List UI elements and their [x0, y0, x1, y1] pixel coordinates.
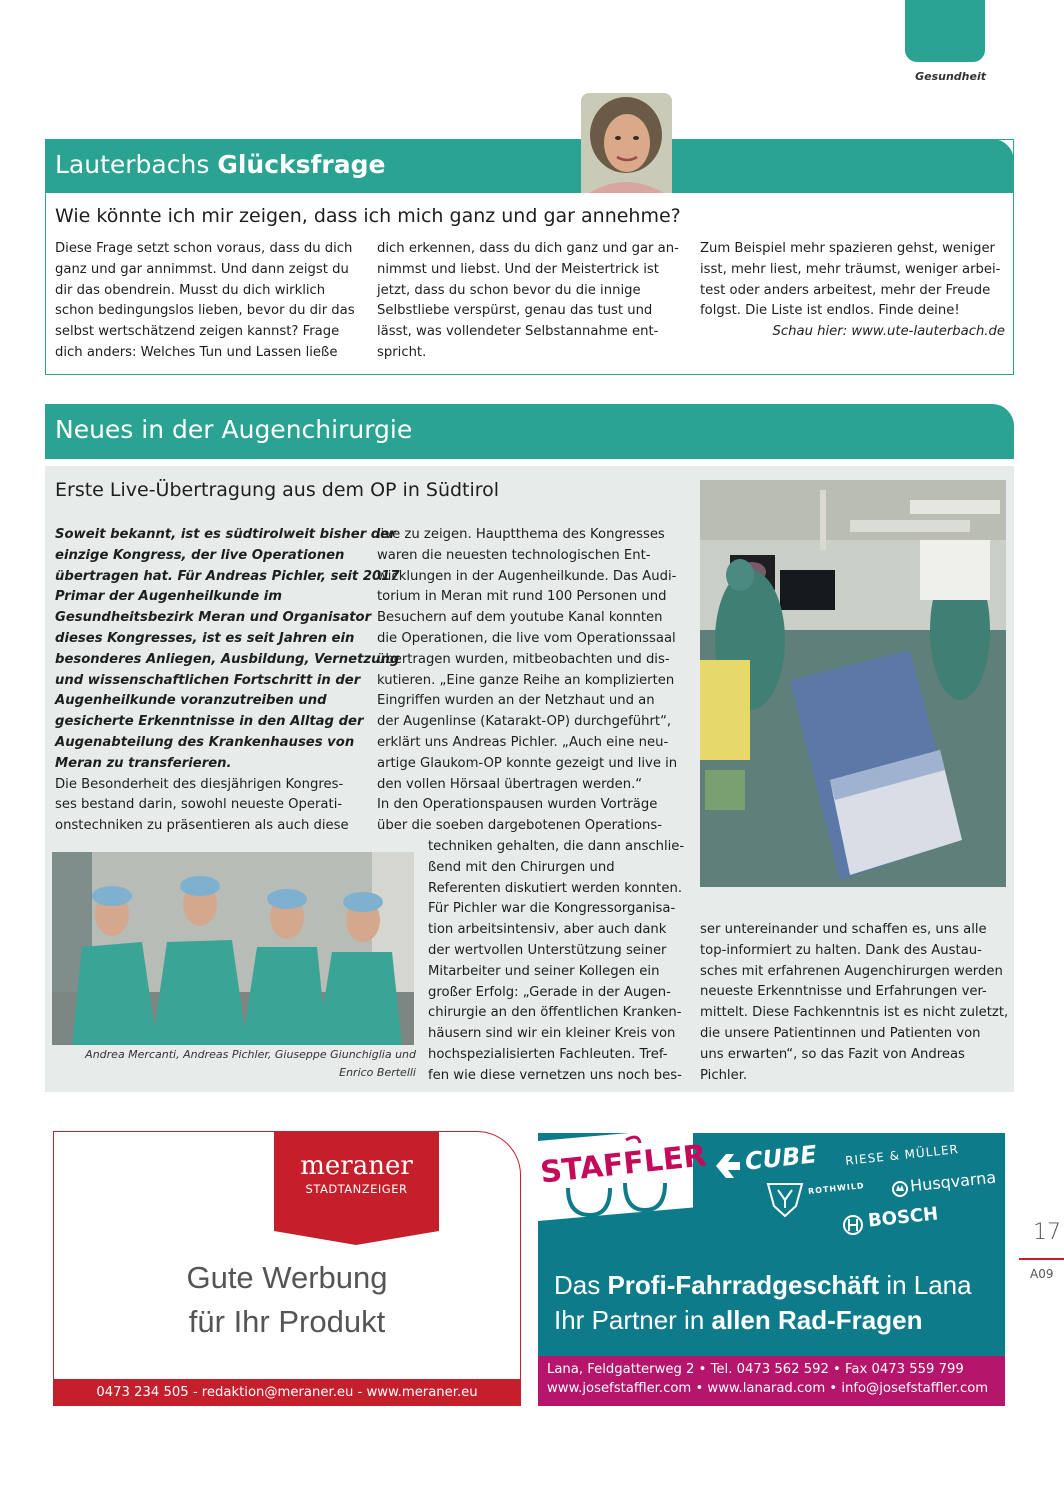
- text-line: lässt, was vollendeter Selbstannahme ent-: [377, 324, 659, 340]
- rothwild-brand: ROTHWILD: [807, 1181, 865, 1196]
- page-number: 17: [1033, 1220, 1061, 1245]
- text-line: die unsere Patientinnen und Patienten von: [700, 1025, 981, 1041]
- intro-line: besonderes Anliegen, Ausbildung, Vernetzung: [55, 651, 400, 667]
- caption-line: Enrico Bertelli: [339, 1065, 416, 1079]
- intro-line: dieses Kongresses, ist es seit Jahren ein: [55, 630, 355, 646]
- text-line: Selbstliebe verspürst, genau das tust und: [377, 303, 653, 319]
- text-line: Die Besonderheit des diesjährigen Kongres-: [55, 776, 344, 792]
- page-code: A09: [1030, 1267, 1054, 1281]
- meraner-brand: meraner: [300, 1151, 413, 1181]
- article-column-2: [377, 525, 687, 837]
- text-line: Für Pichler war die Kongressorganisa-: [428, 901, 676, 917]
- text-line: Pichler.: [700, 1067, 748, 1083]
- meraner-contact-bar[interactable]: 0473 234 505 - redaktion@meraner.eu - www.meraner.eu: [53, 1379, 521, 1406]
- text-line: den vollen Hörsaal übertragen werden.“: [377, 776, 643, 792]
- text-line: übertragen wurden, mitbeobachten und dis-: [377, 651, 670, 667]
- staffler-logo: STAFFLER: [538, 1138, 709, 1191]
- text-line: der Augenlinse (Katarakt-OP) durchgeführt“,: [377, 714, 672, 730]
- text-line: tion arbeitsintensiv, aber auch dank: [428, 922, 667, 938]
- text-line: waren die neuesten technologischen Ent-: [377, 547, 651, 563]
- bosch-armature-icon: [842, 1214, 864, 1236]
- text-line: isst, mehr liest, mehr träumst, weniger arbei-: [700, 261, 1001, 277]
- husqvarna-crown-icon: [891, 1180, 909, 1198]
- column-text-2: [377, 239, 682, 364]
- intro-line: übertragen hat. Für Andreas Pichler, seit 2017: [55, 568, 400, 584]
- intro-line: Gesundheitsbezirk Meran und Organisator: [55, 610, 372, 626]
- section-tag: Gesundheit: [915, 70, 986, 83]
- text-line: In den Operationspausen wurden Vorträge: [377, 797, 658, 813]
- bosch-brand: BOSCH: [867, 1203, 940, 1232]
- text-line: live zu zeigen. Hauptthema des Kongresses: [377, 527, 665, 542]
- text-line: top-informiert zu halten. Dank des Austau-: [700, 942, 982, 958]
- text-line: dich erkennen, dass du dich ganz und gar an-: [377, 241, 679, 256]
- intro-line: Meran zu transferieren.: [55, 755, 232, 771]
- text-line: hochspezialisierten Fachleuten. Tref-: [428, 1046, 668, 1062]
- text-line: jetzt, dass du schon bevor du die innige: [377, 282, 641, 298]
- text-line: erklärt uns Andreas Pichler. „Auch eine neu-: [377, 734, 669, 750]
- text-line: Referenten diskutiert werden konnten.: [428, 880, 683, 896]
- text-line: ser untereinander und schaffen es, uns alle: [700, 922, 987, 937]
- text-line: onstechniken zu präsentieren als auch diese: [55, 818, 349, 834]
- text-line: Zum Beispiel mehr spazieren gehst, weniger: [700, 241, 995, 256]
- text-line: Besuchern auf dem youtube Kanal konnten: [377, 610, 663, 626]
- text-line: Eingriffen wurden an der Netzhaut und an: [377, 693, 655, 709]
- text-line: wicklungen in der Augenheilkunde. Das Audi-: [377, 568, 677, 584]
- text-line: torium in Meran mit rund 100 Personen und: [377, 589, 667, 605]
- slogan-line: für Ihr Produkt: [188, 1304, 386, 1339]
- text-line: der wertvollen Unterstützung seiner: [428, 942, 667, 958]
- text-line: ganz und gar annimmst. Und dann zeigst du: [55, 261, 349, 277]
- operating-room-photo: [700, 480, 1006, 887]
- text-line: nimmst und liebst. Und der Meistertrick ist: [377, 261, 659, 277]
- article-column-2-continued: [428, 837, 688, 1087]
- meraner-brand-sub: STADTANZEIGER: [305, 1182, 408, 1196]
- column-title: [55, 150, 385, 179]
- staffler-contact-text[interactable]: [547, 1361, 988, 1398]
- bicycle-wheels-icon: [560, 1133, 680, 1218]
- text-line: ßend mit den Chirurgen und: [428, 859, 615, 875]
- husqvarna-brand: Husqvarna: [909, 1167, 997, 1196]
- caption-line: Andrea Mercanti, Andreas Pichler, Giuseppe Giunchiglia und: [85, 1048, 416, 1061]
- intro-line: Augenabteilung des Krankenhauses von: [55, 734, 355, 750]
- intro-line: Soweit bekannt, ist es südtirolweit bisher der: [55, 527, 396, 542]
- contact-line: Lana, Feldgatterweg 2 • Tel. 0473 562 592 • Fax 0473 559 799: [547, 1362, 964, 1377]
- headline-line: [554, 1303, 972, 1338]
- page-number-divider: [1019, 1258, 1064, 1260]
- cube-logo-icon: [712, 1148, 748, 1184]
- article-headline: Erste Live-Übertragung aus dem OP in Südtirol: [55, 479, 500, 501]
- column-text-1: [55, 239, 360, 364]
- intro-line: Primar der Augenheilkunde im: [55, 589, 283, 605]
- column-text-3: [700, 239, 1005, 343]
- article-column-3: [700, 920, 1009, 1086]
- headline-bold: Profi-Fahrradgeschäft: [607, 1270, 880, 1300]
- text-line: sches mit erfahrenen Augenchirurgen werden: [700, 963, 1003, 979]
- article-column-1: [55, 525, 400, 837]
- article-section-title: Neues in der Augenchirurgie: [55, 415, 413, 444]
- intro-line: Augenheilkunde voranzutreiben und: [55, 693, 327, 709]
- staffler-headline: [554, 1268, 972, 1338]
- text-line: mittelt. Diese Fachkenntnis ist es nicht zuletzt,: [700, 1005, 1009, 1021]
- riese-mueller-brand: RIESE & MÜLLER: [844, 1142, 960, 1168]
- column-signature-link[interactable]: Schau hier: www.ute-lauterbach.de: [772, 324, 1005, 340]
- column-title-bold: Glücksfrage: [217, 150, 386, 179]
- text-line: häusern sind wir ein kleiner Kreis von: [428, 1026, 676, 1042]
- text-line: spricht.: [377, 344, 427, 360]
- intro-line: gesicherte Erkenntnisse in den Alltag der: [55, 714, 364, 730]
- text-line: fen wie diese vernetzen uns noch bes-: [428, 1067, 682, 1083]
- headline-bold: allen Rad-Fragen: [711, 1305, 923, 1335]
- meraner-logo-banner-tip: [274, 1231, 439, 1245]
- text-line: ses bestand darin, sowohl neueste Operati-: [55, 797, 343, 813]
- text-line: großer Erfolg: „Gerade in der Augen-: [428, 984, 671, 1000]
- column-question: Wie könnte ich mir zeigen, dass ich mich ganz und gar annehme?: [55, 205, 681, 227]
- meraner-ad-slogan: [53, 1256, 521, 1344]
- text-line: die Operationen, die live vom Operationssaal: [377, 630, 676, 646]
- headline-regular: in Lana: [879, 1270, 972, 1300]
- column-title-regular: Lauterbachs: [55, 150, 218, 179]
- slogan-line: Gute Werbung: [186, 1260, 388, 1295]
- surgeon-team-photo: [52, 852, 414, 1045]
- meraner-logo-banner: [274, 1131, 439, 1231]
- text-line: artige Glaukom-OP konnte gezeigt und live in: [377, 755, 678, 771]
- text-line: dir das obendrein. Musst du dich wirklich: [55, 282, 326, 298]
- photo-caption: [52, 1046, 416, 1081]
- text-line: schon bedingungslos lieben, bevor du dir das: [55, 303, 355, 319]
- text-line: Mitarbeiter und seiner Kollegen ein: [428, 963, 660, 979]
- intro-line: einzige Kongress, der live Operationen: [55, 547, 345, 563]
- text-line: dich anders: Welches Tun und Lassen ließe: [55, 344, 338, 360]
- headline-regular: Das: [554, 1270, 608, 1300]
- text-line: uns erwarten“, so das Fazit von Andreas: [700, 1046, 965, 1062]
- contact-line[interactable]: www.josefstaffler.com • www.lanarad.com • info@josefstaffler.com: [547, 1380, 989, 1396]
- headline-regular: Ihr Partner in: [554, 1305, 712, 1335]
- cube-brand: CUBE: [743, 1140, 819, 1176]
- intro-line: und wissenschaftlichen Fortschritt in der: [55, 672, 361, 688]
- text-line: folgst. Die Liste ist endlos. Finde deine!: [700, 303, 960, 319]
- author-portrait: [581, 93, 672, 193]
- text-line: kutieren. „Eine ganze Reihe an komplizierten: [377, 672, 675, 688]
- headline-line: [554, 1268, 972, 1303]
- text-line: techniken gehalten, die dann anschlie-: [428, 839, 685, 854]
- section-tab-marker: [905, 0, 985, 62]
- text-line: Diese Frage setzt schon voraus, dass du dich: [55, 241, 353, 256]
- text-line: neueste Erkenntnisse und Erfahrungen ver-: [700, 984, 987, 1000]
- text-line: test oder anders arbeitest, mehr der Freude: [700, 282, 991, 298]
- text-line: chirurgie an den öffentlichen Kranken-: [428, 1005, 682, 1021]
- text-line: selbst wertschätzend zeigen kannst? Frage: [55, 324, 340, 340]
- deer-emblem-icon: [764, 1178, 806, 1220]
- text-line: über die soeben dargebotenen Operations-: [377, 818, 663, 834]
